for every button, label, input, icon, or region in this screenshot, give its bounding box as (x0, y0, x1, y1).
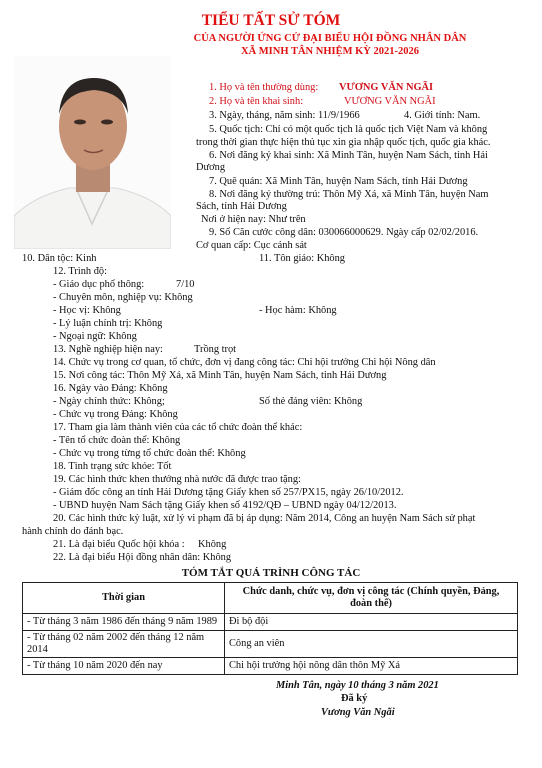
field-general-education-value: 7/10 (176, 279, 195, 290)
field-nationality-2: trong thời gian thực hiện thủ tục xin gia nhập quốc tịch, quốc gia khác. (196, 137, 491, 148)
document-title: TIỂU TẤT SỬ TÓM (201, 12, 341, 29)
field-birth-name-label: 2. Họ và tên khai sinh: (209, 96, 304, 107)
field-common-name-label: 1. Họ và tên thường dùng: (209, 82, 319, 93)
table-cell-time-line-2: 2014 (27, 644, 48, 655)
table-cell-time-line-1: - Từ tháng 02 năm 2002 đến tháng 12 năm (27, 632, 205, 643)
table-cell-time: - Từ tháng 10 năm 2020 đến nay (23, 658, 225, 675)
table-header-row (23, 583, 518, 614)
table-cell-time: - Từ tháng 3 năm 1986 đến tháng 9 năm 1989 (23, 614, 225, 631)
field-citizen-id: 9. Số Căn cước công dân: 030066000629. Ngày cấp 02/02/2016. (209, 227, 479, 238)
field-current-address: Nơi ở hiện nay: Như trên (201, 214, 306, 225)
signature-name: Vương Văn Ngãi (321, 707, 395, 718)
field-foreign-language: - Ngoại ngữ: Không (53, 331, 137, 342)
field-awards: 19. Các hình thức khen thưởng nhà nước đã được trao tặng: (53, 474, 301, 485)
field-party-card-number: Số thẻ đảng viên: Không (259, 396, 363, 407)
column-header-role-line-1: Chức danh, chức vụ, đơn vị công tác (Chính quyền, Đảng, (242, 586, 500, 597)
work-history-heading: TÓM TẮT QUÁ TRÌNH CÔNG TÁC (181, 567, 361, 579)
field-nationality-1: 5. Quốc tịch: Chỉ có một quốc tịch là quốc tịch Việt Nam và không (209, 124, 488, 135)
table-row (23, 631, 518, 658)
field-party-join-date: 16. Ngày vào Đảng: Không (53, 383, 168, 394)
field-general-education-label: - Giáo dục phổ thông: (53, 279, 145, 290)
field-residence-2: Sách, tỉnh Hải Dương (196, 201, 287, 212)
field-ethnicity: 10. Dân tộc: Kinh (22, 253, 97, 264)
table-cell-role: Công an viên (225, 631, 518, 658)
field-discipline-1: 20. Các hình thức kỷ luật, xử lý vi phạm đã bị áp dụng: Năm 2014, Công an huyện Nam Sách sử phạt (53, 513, 476, 524)
field-national-assembly-label: 21. Là đại biểu Quốc hội khóa : (53, 539, 185, 550)
field-gender: 4. Giới tính: Nam. (404, 110, 481, 121)
field-health: 18. Tình trạng sức khỏe: Tốt (53, 461, 172, 472)
table-cell-role: Đi bộ đội (225, 614, 518, 631)
field-education-heading: 12. Trình độ: (53, 266, 107, 277)
field-birth-registration-1: 6. Nơi đăng ký khai sinh: Xã Minh Tân, huyện Nam Sách, tỉnh Hải (209, 150, 488, 161)
field-academic-title: - Học hàm: Không (259, 305, 337, 316)
field-birth-registration-2: Dương (196, 162, 226, 173)
field-birth-name-value: VƯƠNG VĂN NGÃI (344, 96, 436, 107)
table-row (23, 614, 518, 631)
field-peoples-council: 22. Là đại biểu Hội đồng nhân dân: Không (53, 552, 232, 563)
field-organization-position: - Chức vụ trong từng tổ chức đoàn thể: Không (53, 448, 246, 459)
field-political-theory: - Lý luận chính trị: Không (53, 318, 163, 329)
field-award-1: - Giám đốc công an tỉnh Hải Dương tặng Giấy khen số 257/PX15, ngày 26/10/2012. (53, 487, 404, 498)
document-subtitle-1: CỦA NGƯỜI ỨNG CỬ ĐẠI BIỂU HỘI ĐỒNG NHÂN DÂN (193, 33, 467, 44)
field-birth-date: 3. Ngày, tháng, năm sinh: 11/9/1966 (209, 110, 360, 121)
table-cell-time (23, 631, 225, 658)
column-header-role (225, 583, 518, 614)
field-current-position: 14. Chức vụ trong cơ quan, tổ chức, đơn vị đang công tác: Chi hội trưởng Chi hội Nông dân (53, 357, 436, 368)
field-hometown: 7. Quê quán: Xã Minh Tân, huyện Nam Sách, tỉnh Hải Dương (209, 176, 468, 187)
field-party-position: - Chức vụ trong Đảng: Không (53, 409, 178, 420)
field-award-2: - UBND huyện Nam Sách tặng Giấy khen số 4192/QĐ – UBND ngày 04/12/2013. (53, 500, 397, 511)
field-profession: - Chuyên môn, nghiệp vụ: Không (53, 292, 193, 303)
field-common-name-value: VƯƠNG VĂN NGÃI (339, 82, 434, 93)
field-national-assembly-value: Không (198, 539, 227, 550)
field-occupation-label: 13. Nghề nghiệp hiện nay: (53, 344, 163, 355)
field-organization-name: - Tên tổ chức đoàn thể: Không (53, 435, 181, 446)
column-header-time: Thời gian (23, 583, 225, 614)
field-party-official-date: - Ngày chính thức: Không; (53, 396, 165, 407)
signature-date: Minh Tân, ngày 10 tháng 3 năm 2021 (276, 680, 439, 691)
field-degree: - Học vị: Không (53, 305, 121, 316)
work-history-table (22, 582, 518, 675)
field-religion: 11. Tôn giáo: Không (259, 253, 346, 264)
field-residence-1: 8. Nơi đăng ký thường trú: Thôn Mỹ Xá, xã Minh Tân, huyện Nam (209, 189, 489, 200)
table-row (23, 658, 518, 675)
table-cell-role: Chi hội trưởng hội nông dân thôn Mỹ Xá (225, 658, 518, 675)
field-workplace: 15. Nơi công tác: Thôn Mỹ Xá, xã Minh Tân, huyện Nam Sách, tỉnh Hải Dương (53, 370, 387, 381)
document-subtitle-2: XÃ MINH TÂN NHIỆM KỲ 2021-2026 (240, 46, 419, 57)
field-discipline-2: hành chính do đánh bạc. (22, 526, 124, 537)
candidate-portrait-photo (14, 56, 171, 249)
signature-signed: Đã ký (341, 693, 368, 704)
field-issuing-agency: Cơ quan cấp: Cục cảnh sát (196, 240, 307, 251)
field-organizations: 17. Tham gia làm thành viên của các tổ chức đoàn thể khác: (53, 422, 303, 433)
field-occupation-value: Trồng trọt (194, 344, 237, 355)
column-header-role-line-2: đoàn thể) (350, 598, 392, 609)
